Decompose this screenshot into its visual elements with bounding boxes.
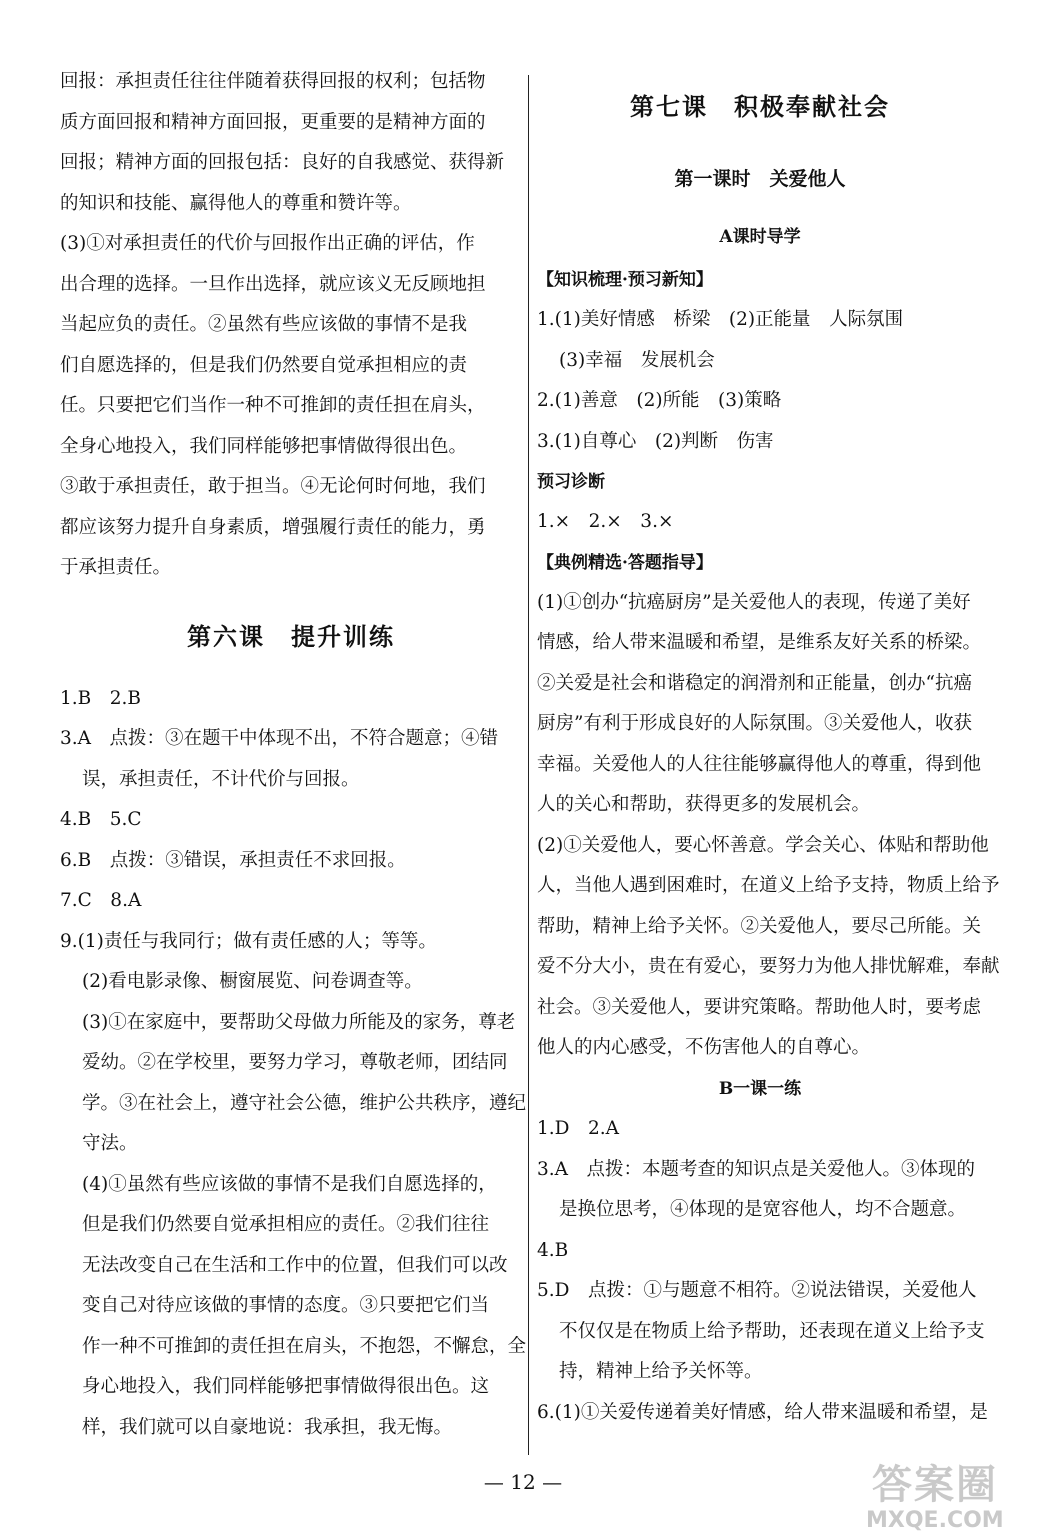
text-line: ③敢于承担责任，敢于担当。④无论何时何地，我们	[60, 476, 486, 497]
answer-line: (3)幸福 发展机会	[559, 349, 715, 371]
text-line: 们自愿选择的，但是我们仍然要自觉承担相应的责	[60, 354, 468, 376]
text-line: (1)①创办“抗癌厨房”是关爱他人的表现，传递了美好	[537, 591, 971, 613]
watermark-url: MXQE.COM	[866, 1508, 1004, 1533]
text-line: 幸福。关爱他人的人往往能够赢得他人的尊重，得到他	[537, 753, 982, 775]
answer-line: 作一种不可推卸的责任担在肩头，不抱怨，不懈怠，全	[82, 1335, 527, 1357]
knowledge-bracket-heading: 【知识梳理·预习新知】	[537, 270, 713, 290]
answer-line: 3.(1)自尊心 (2)判断 伤害	[537, 430, 774, 452]
text-line: 回报：承担责任往往伴随着获得回报的权利；包括物	[60, 71, 486, 92]
answer-line: 6.B 点拨：③错误，承担责任不求回报。	[60, 849, 406, 871]
answer-line: (4)①虽然有些应该做的事情不是我们自愿选择的，	[82, 1173, 497, 1195]
answer-line: 身心地投入，我们同样能够把事情做得很出色。这	[82, 1376, 490, 1397]
text-line: 当起应负的责任。②虽然有些应该做的事情不是我	[60, 314, 468, 335]
section-a-title: A课时导学	[719, 227, 801, 247]
answer-line: 3.A 点拨：本题考查的知识点是关爱他人。③体现的	[537, 1158, 976, 1180]
text-line: 质方面回报和精神方面回报，更重要的是精神方面的	[60, 111, 486, 133]
text-line: 人的关心和帮助，获得更多的发展机会。	[537, 794, 871, 815]
column-divider	[528, 75, 529, 1455]
watermark-text: 答案圈	[872, 1462, 998, 1508]
answer-line: 持，精神上给予关怀等。	[559, 1361, 763, 1382]
text-line: (3)①对承担责任的代价与回报作出正确的评估，作	[60, 233, 475, 254]
text-line: 情感，给人带来温暖和希望，是维系友好关系的桥梁。	[537, 632, 982, 653]
answer-line: 1.D 2.A	[537, 1118, 619, 1139]
text-line: 厨房”有利于形成良好的人际氛围。③关爱他人，收获	[537, 713, 972, 734]
text-line: 爱不分大小，贵在有爱心，要努力为他人排忧解难，奉献	[537, 956, 1000, 977]
left-column	[60, 62, 527, 1448]
answer-line: 变自己对待应该做的事情的态度。③只要把它们当	[82, 1295, 490, 1316]
answer-line: 9.(1)责任与我同行；做有责任感的人；等等。	[60, 930, 437, 952]
answer-line: 4.B 5.C	[60, 809, 142, 830]
text-line: (2)①关爱他人，要心怀善意。学会关心、体贴和帮助他	[537, 834, 989, 856]
answer-line: 3.A 点拨：③在题干中体现不出，不符合题意；④错	[60, 728, 499, 749]
text-line: ②关爱是社会和谐稳定的润滑剂和正能量，创办“抗癌	[537, 672, 972, 694]
answer-line: 误，承担责任，不计代价与回报。	[82, 768, 360, 790]
answer-line: 样，我们就可以自豪地说：我承担，我无悔。	[82, 1416, 453, 1438]
text-line: 帮助，精神上给予关怀。②关爱他人，要尽己所能。关	[537, 915, 982, 937]
answer-line: 学。③在社会上，遵守社会公德，维护公共秩序，遵纪	[82, 1092, 527, 1114]
answer-line: 无法改变自己在生活和工作中的位置，但我们可以改	[82, 1254, 508, 1276]
page-number: — 12 —	[483, 1470, 563, 1494]
answer-line: 1.× 2.× 3.×	[537, 511, 674, 532]
text-line: 的知识和技能、赢得他人的尊重和赞许等。	[60, 192, 412, 214]
text-line: 他人的内心感受，不伤害他人的自尊心。	[537, 1037, 871, 1058]
text-line: 出合理的选择。一旦作出选择，就应该义无反顾地担	[60, 273, 486, 295]
answer-line: 是换位思考，④体现的是宽容他人，均不合题意。	[559, 1199, 967, 1220]
text-line: 于承担责任。	[60, 557, 172, 578]
text-line: 回报；精神方面的回报包括：良好的自我感觉、获得新	[60, 152, 505, 173]
answer-line: (3)①在家庭中，要帮助父母做力所能及的家务，尊老	[82, 1011, 516, 1033]
example-bracket-heading: 【典例精选·答题指导】	[537, 552, 713, 573]
lesson-seven-heading: 第七课 积极奉献社会	[630, 92, 890, 121]
answer-line: 1.(1)美好情感 桥梁 (2)正能量 人际氛围	[537, 309, 904, 330]
section-b-title: B一课一练	[718, 1078, 802, 1099]
answer-line: 6.(1)①关爱传递着美好情感，给人带来温暖和希望，是	[537, 1401, 988, 1423]
right-column	[537, 62, 1000, 1433]
answer-line: 2.(1)善意 (2)所能 (3)策略	[537, 390, 782, 411]
session-title: 第一课时 关爱他人	[674, 168, 846, 190]
answer-line: 爱幼。②在学校里，要努力学习，尊敬老师，团结同	[82, 1052, 508, 1073]
text-line: 全身心地投入，我们同样能够把事情做得很出色。	[60, 435, 468, 457]
watermark-logo	[866, 1462, 1004, 1533]
answer-line: 不仅仅是在物质上给予帮助，还表现在道义上给予支	[559, 1320, 985, 1342]
answer-line: 5.D 点拨：①与题意不相符。②说法错误，关爱他人	[537, 1280, 977, 1301]
text-line: 社会。③关爱他人，要讲究策略。帮助他人时，要考虑	[537, 996, 982, 1018]
answer-line: 守法。	[82, 1133, 138, 1154]
answer-line: 7.C 8.A	[60, 890, 142, 911]
preview-label: 预习诊断	[537, 472, 605, 492]
text-line: 都应该努力提升自身素质，增强履行责任的能力，勇	[60, 516, 486, 538]
lesson-six-heading: 第六课 提升训练	[187, 621, 395, 651]
answer-line: 4.B	[537, 1239, 569, 1261]
text-line: 任。只要把它们当作一种不可推卸的责任担在肩头，	[60, 395, 486, 416]
answer-line: 1.B 2.B	[60, 687, 141, 709]
answer-line: (2)看电影录像、橱窗展览、问卷调查等。	[82, 971, 423, 992]
answer-line: 但是我们仍然要自觉承担相应的责任。②我们往往	[82, 1214, 490, 1235]
text-line: 人，当他人遇到困难时，在道义上给予支持，物质上给予	[537, 875, 1000, 896]
